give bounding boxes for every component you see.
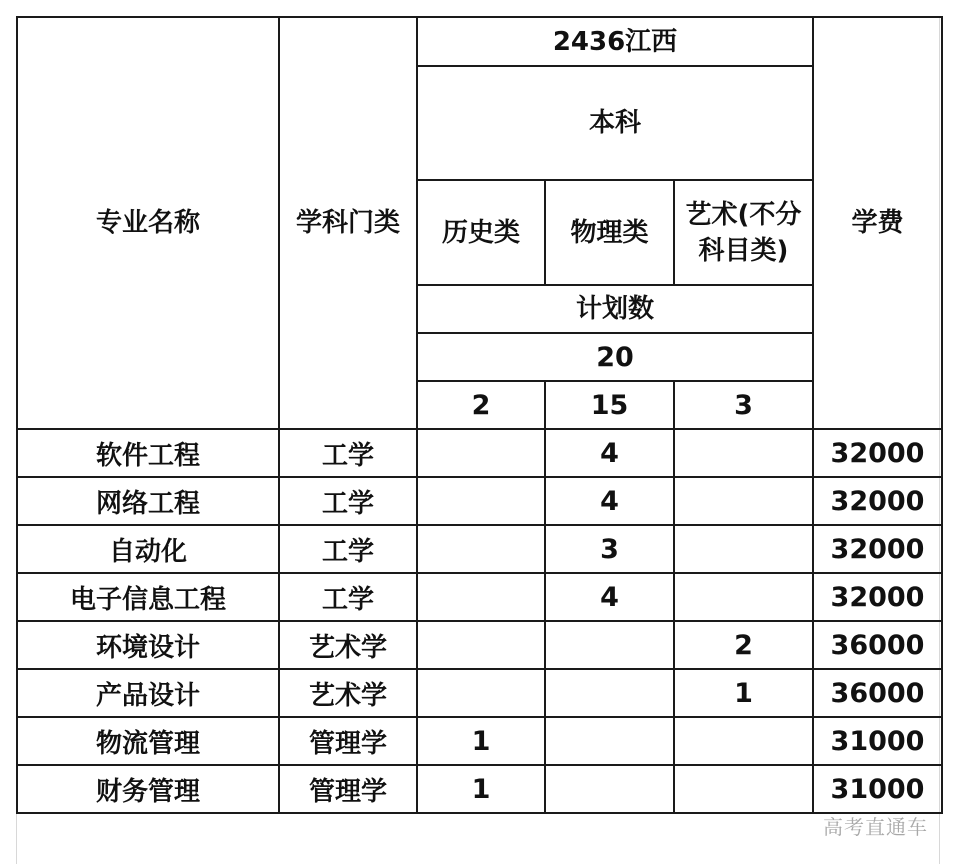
row-major-name: 物流管理	[17, 717, 279, 765]
row-tuition: 36000	[813, 621, 942, 669]
row-major-name: 财务管理	[17, 765, 279, 813]
header-art-total: 3	[674, 381, 813, 429]
header-physics-total: 15	[545, 381, 674, 429]
header-history: 历史类	[417, 180, 545, 285]
header-province: 2436江西	[417, 17, 813, 66]
header-history-total: 2	[417, 381, 545, 429]
row-category: 工学	[279, 573, 417, 621]
row-tuition: 32000	[813, 429, 942, 477]
row-history: 1	[417, 765, 545, 813]
row-art	[674, 573, 813, 621]
row-tuition: 32000	[813, 477, 942, 525]
header-row-province	[17, 17, 942, 66]
row-physics	[545, 621, 674, 669]
row-tuition: 31000	[813, 765, 942, 813]
row-category: 工学	[279, 477, 417, 525]
row-physics: 4	[545, 429, 674, 477]
row-tuition: 32000	[813, 525, 942, 573]
row-major-name: 环境设计	[17, 621, 279, 669]
row-physics	[545, 717, 674, 765]
row-physics: 4	[545, 573, 674, 621]
header-physics: 物理类	[545, 180, 674, 285]
row-physics: 4	[545, 477, 674, 525]
row-major-name: 电子信息工程	[17, 573, 279, 621]
row-major-name: 自动化	[17, 525, 279, 573]
table-row	[17, 477, 942, 525]
row-physics	[545, 765, 674, 813]
row-physics	[545, 669, 674, 717]
row-category: 艺术学	[279, 621, 417, 669]
table-row	[17, 429, 942, 477]
row-art: 2	[674, 621, 813, 669]
row-history	[417, 525, 545, 573]
row-history	[417, 429, 545, 477]
header-level: 本科	[417, 66, 813, 180]
header-art-line2: 科目类)	[698, 235, 789, 266]
row-history	[417, 669, 545, 717]
row-art	[674, 525, 813, 573]
row-art	[674, 717, 813, 765]
table-row	[17, 717, 942, 765]
header-plan-total: 20	[417, 333, 813, 381]
row-tuition: 36000	[813, 669, 942, 717]
header-art	[674, 180, 813, 285]
table-row	[17, 525, 942, 573]
row-major-name: 产品设计	[17, 669, 279, 717]
row-art	[674, 477, 813, 525]
enrollment-plan-table	[16, 16, 943, 814]
row-history: 1	[417, 717, 545, 765]
row-physics: 3	[545, 525, 674, 573]
row-major-name: 软件工程	[17, 429, 279, 477]
row-history	[417, 573, 545, 621]
row-tuition: 31000	[813, 717, 942, 765]
header-major-name: 专业名称	[17, 17, 279, 429]
table-row	[17, 621, 942, 669]
row-category: 艺术学	[279, 669, 417, 717]
row-category: 工学	[279, 525, 417, 573]
header-plan-label: 计划数	[417, 285, 813, 333]
header-tuition: 学费	[813, 17, 942, 429]
watermark-text: 高考直通车	[823, 815, 928, 839]
header-category: 学科门类	[279, 17, 417, 429]
row-history	[417, 621, 545, 669]
row-history	[417, 477, 545, 525]
row-major-name: 网络工程	[17, 477, 279, 525]
table-row	[17, 669, 942, 717]
header-art-line1: 艺术(不分	[685, 199, 802, 230]
row-category: 工学	[279, 429, 417, 477]
row-tuition: 32000	[813, 573, 942, 621]
table-row	[17, 765, 942, 813]
row-art	[674, 429, 813, 477]
row-category: 管理学	[279, 765, 417, 813]
row-art	[674, 765, 813, 813]
table-row	[17, 573, 942, 621]
row-art: 1	[674, 669, 813, 717]
row-category: 管理学	[279, 717, 417, 765]
